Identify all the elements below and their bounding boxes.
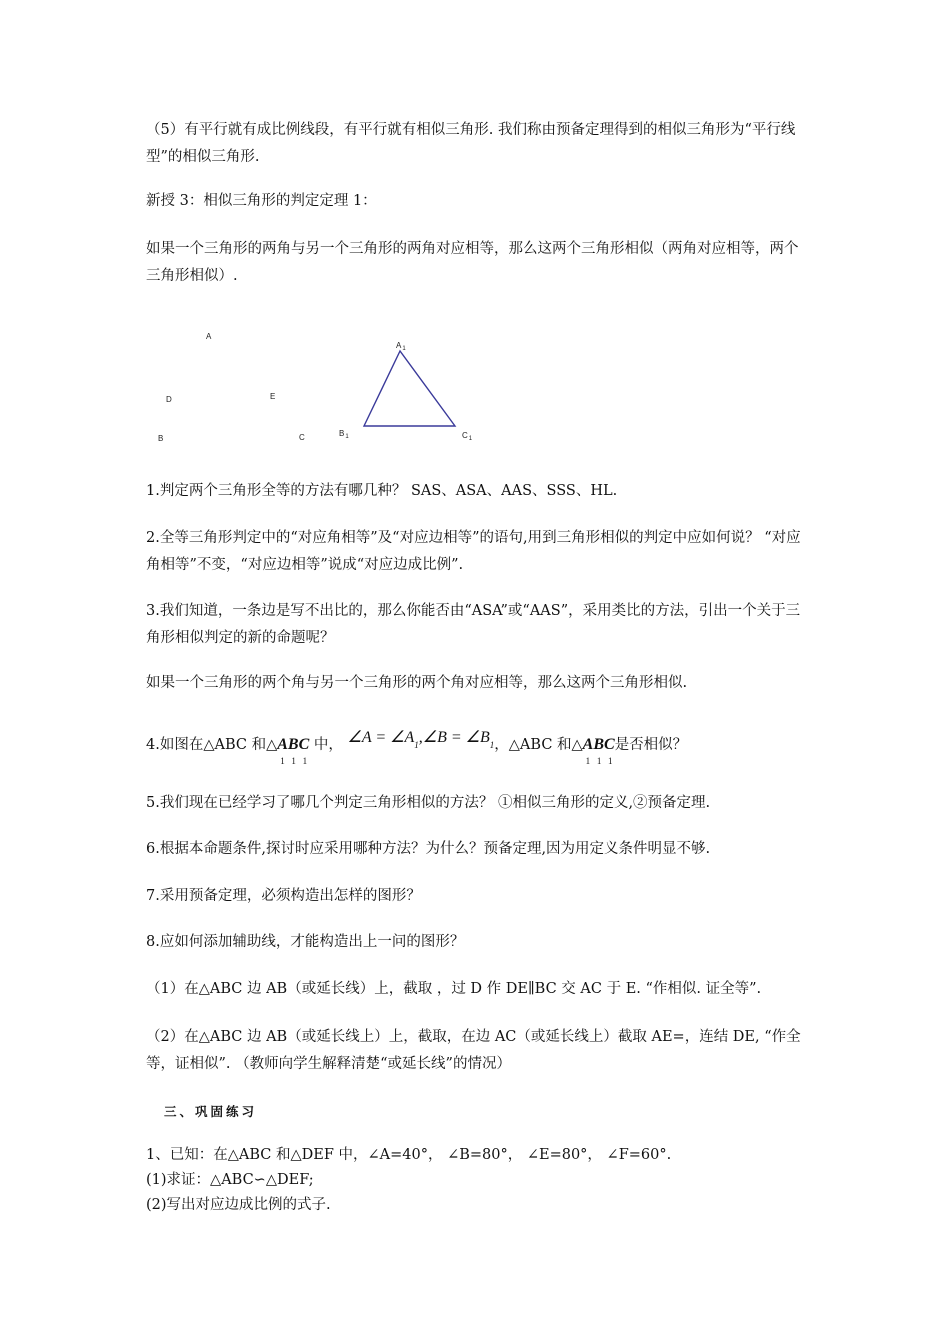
- question-7: 7.采用预备定理，必须构造出怎样的图形？: [146, 888, 421, 904]
- answer-3: 如果一个三角形的两个角与另一个三角形的两个角对应相等，那么这两个三角形相似.: [146, 675, 688, 691]
- paragraph-theorem: 如果一个三角形的两角与另一个三角形的两角对应相等，那么这两个三角形相似（两角对应相等，两个三角形相似）.: [146, 241, 799, 284]
- label-a1: $A_1$: [396, 341, 406, 352]
- question-6: 6.根据本命题条件,探讨时应采用哪种方法？为什么？预备定理,因为用定义条件明显不够.: [146, 841, 711, 857]
- question-1: 1.判定两个三角形全等的方法有哪几种？ SAS、ASA、AAS、SSS、HL.: [146, 483, 618, 499]
- triangle-shape: [364, 351, 455, 426]
- method-1: （1）在△ABC 边 AB（或延长线）上，截取 ，过 D 作 DE∥BC 交 AC 于 E. “作相似. 证全等”.: [146, 981, 762, 997]
- label-c1: $C_1$: [462, 431, 473, 442]
- exercise-1-part2: (2)写出对应边成比例的式子.: [146, 1197, 331, 1213]
- label-e: E: [270, 392, 276, 401]
- label-d: D: [166, 395, 172, 404]
- question-5: 5.我们现在已经学习了哪几个判定三角形相似的方法？ ①相似三角形的定义,②预备定理.: [146, 795, 711, 811]
- section-title-practice: 三、巩固练习: [164, 1104, 258, 1119]
- triangle-a1b1c1: [355, 340, 465, 440]
- label-c: C: [299, 433, 305, 442]
- triangle-a1b1c1-math-2: ABC 111: [582, 736, 620, 766]
- question-4: 4.如图在△ABC 和△ABC 111 中， ∠A = $\angle A_1,\angle B$ = $\angle B_1$，△ABC 和△ABC 111 是否相似？: [146, 729, 688, 766]
- exercise-1-part1: (1)求证：△ABC∽△DEF;: [146, 1172, 314, 1188]
- label-b1: $B_1$: [339, 429, 349, 440]
- question-8: 8.应如何添加辅助线，才能构造出上一问的图形？: [146, 934, 465, 950]
- paragraph-parallel-similar: （5）有平行就有成比例线段，有平行就有相似三角形. 我们称由预备定理得到的相似三角形为“平行线型”的相似三角形.: [146, 122, 796, 165]
- label-b: B: [158, 434, 164, 443]
- exercise-1-given: 1、已知：在△ABC 和△DEF 中，∠A=40°， ∠B=80°， ∠E=80°， ∠F=60°.: [146, 1147, 672, 1163]
- method-2: （2）在△ABC 边 AB（或延长线上）上，截取，在边 AC（或延长线上）截取 AE=，连结 DE, “作全等，证相似”. （教师向学生解释清楚“或延长线”的情况）: [146, 1029, 801, 1072]
- exercise-1: [146, 1143, 811, 1218]
- heading-new-theorem: 新授 3：相似三角形的判定定理 1：: [146, 193, 377, 209]
- label-a: A: [206, 332, 212, 341]
- question-3: 3.我们知道，一条边是写不出比的，那么你能否由“ASA”或“AAS”，采用类比的方法，引出一个关于三角形相似判定的新的命题呢？: [146, 603, 801, 646]
- triangle-a1b1c1-math: ABC 111: [277, 736, 315, 766]
- question-2: 2.全等三角形判定中的“对应角相等”及“对应边相等”的语句,用到三角形相似的判定中应如何说？ “对应角相等”不变，“对应边相等”说成“对应边成比例”.: [146, 530, 801, 573]
- angle-equations: ∠A = $\angle A_1,\angle B$ = $\angle B_1$: [347, 729, 495, 750]
